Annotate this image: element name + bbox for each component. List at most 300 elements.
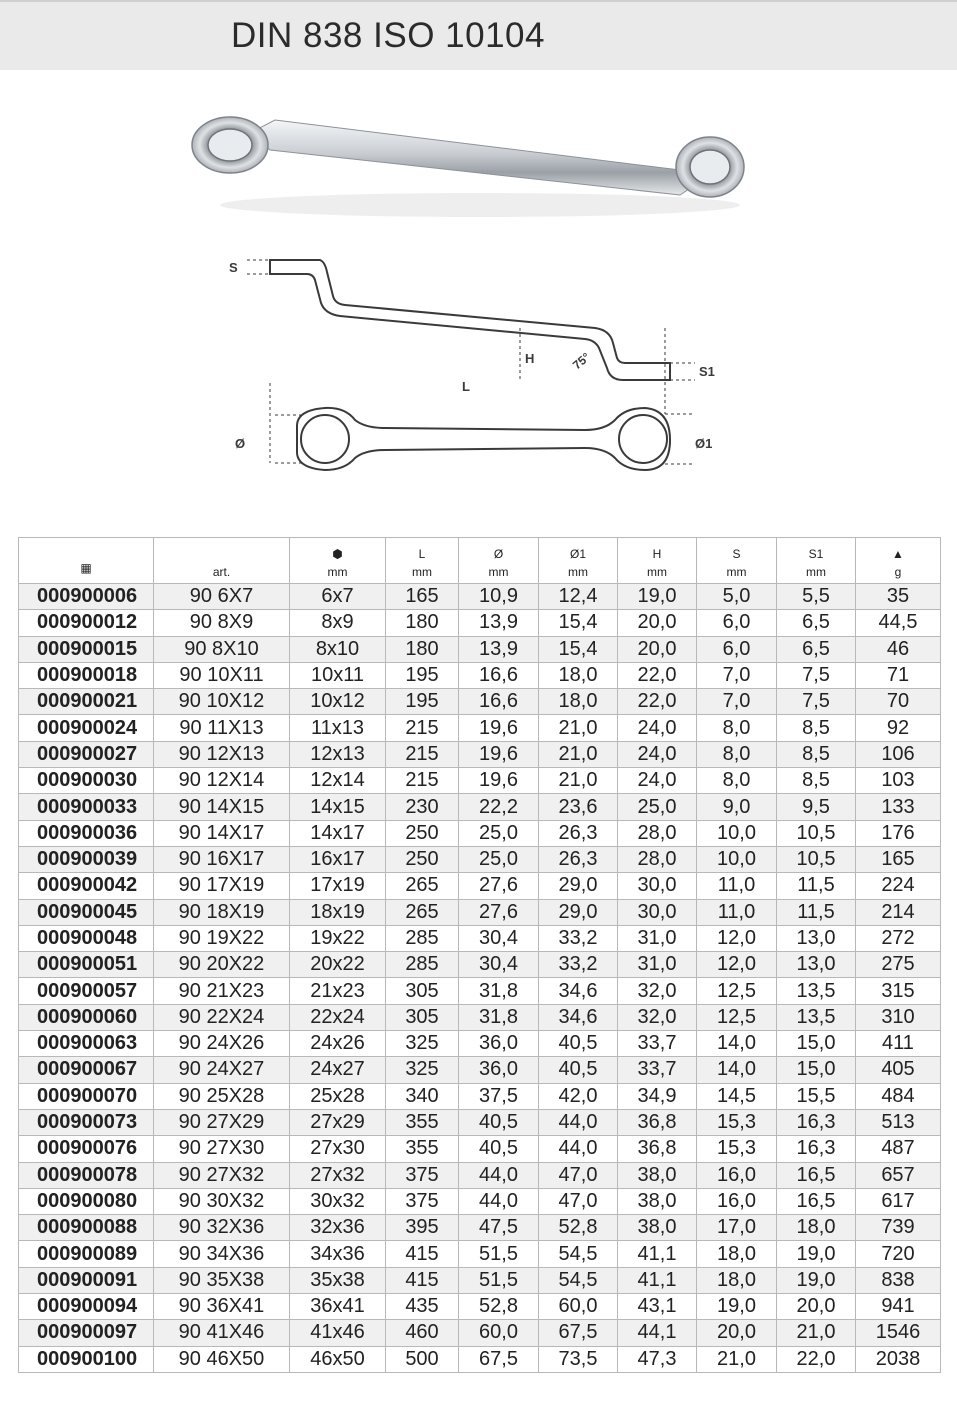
- article-code: 000900078: [19, 1162, 154, 1188]
- table-cell: 90 22X24: [154, 1004, 290, 1030]
- article-code: 000900039: [19, 846, 154, 872]
- table-cell: 165: [386, 584, 459, 610]
- table-cell: 37,5: [459, 1083, 539, 1109]
- table-cell: 90 8X9: [154, 610, 290, 636]
- table-cell: 10x11: [290, 662, 386, 688]
- table-cell: 10,5: [777, 820, 856, 846]
- table-row: [19, 715, 941, 741]
- technical-drawing: [225, 248, 725, 478]
- article-code: 000900100: [19, 1346, 154, 1372]
- table-cell: 657: [856, 1162, 941, 1188]
- table-cell: 27x32: [290, 1162, 386, 1188]
- table-cell: 12,4: [539, 584, 618, 610]
- table-cell: 8,0: [697, 741, 777, 767]
- table-cell: 15,0: [777, 1031, 856, 1057]
- table-cell: 224: [856, 873, 941, 899]
- table-cell: 44,0: [539, 1136, 618, 1162]
- table-cell: 21,0: [697, 1346, 777, 1372]
- table-row: [19, 952, 941, 978]
- table-row: [19, 1320, 941, 1346]
- column-label: S1: [808, 547, 824, 561]
- article-code: 000900060: [19, 1004, 154, 1030]
- table-cell: 44,5: [856, 610, 941, 636]
- table-cell: 176: [856, 820, 941, 846]
- barcode-icon: ▦: [80, 561, 92, 575]
- table-row: [19, 610, 941, 636]
- table-cell: 13,9: [459, 636, 539, 662]
- table-cell: 31,0: [618, 952, 697, 978]
- table-row: [19, 768, 941, 794]
- table-cell: 29,0: [539, 899, 618, 925]
- table-cell: 25,0: [459, 846, 539, 872]
- table-cell: 51,5: [459, 1267, 539, 1293]
- table-cell: 12,0: [697, 952, 777, 978]
- article-code: 000900048: [19, 925, 154, 951]
- article-code: 000900089: [19, 1241, 154, 1267]
- table-cell: 16x17: [290, 846, 386, 872]
- table-cell: 14,5: [697, 1083, 777, 1109]
- table-cell: 180: [386, 636, 459, 662]
- table-cell: 20x22: [290, 952, 386, 978]
- table-cell: 44,0: [539, 1109, 618, 1135]
- table-cell: 30,4: [459, 925, 539, 951]
- table-cell: 35x38: [290, 1267, 386, 1293]
- table-cell: 215: [386, 741, 459, 767]
- table-cell: 90 36X41: [154, 1294, 290, 1320]
- table-cell: 71: [856, 662, 941, 688]
- table-cell: 40,5: [539, 1057, 618, 1083]
- table-cell: 20,0: [618, 610, 697, 636]
- table-cell: 12x14: [290, 768, 386, 794]
- table-cell: 13,0: [777, 925, 856, 951]
- table-cell: 12x13: [290, 741, 386, 767]
- table-cell: 21,0: [539, 715, 618, 741]
- table-cell: 230: [386, 794, 459, 820]
- table-cell: 21,0: [539, 741, 618, 767]
- table-cell: 46x50: [290, 1346, 386, 1372]
- article-code: 000900027: [19, 741, 154, 767]
- table-cell: 6,5: [777, 610, 856, 636]
- table-cell: 90 10X12: [154, 689, 290, 715]
- table-cell: 90 6X7: [154, 584, 290, 610]
- table-cell: 30,4: [459, 952, 539, 978]
- table-cell: 19,0: [777, 1267, 856, 1293]
- table-cell: 90 14X15: [154, 794, 290, 820]
- column-unit: mm: [327, 565, 348, 579]
- table-cell: 34x36: [290, 1241, 386, 1267]
- table-row: [19, 662, 941, 688]
- table-cell: 90 18X19: [154, 899, 290, 925]
- table-cell: 24,0: [618, 715, 697, 741]
- table-cell: 20,0: [618, 636, 697, 662]
- table-cell: 9,0: [697, 794, 777, 820]
- table-cell: 90 34X36: [154, 1241, 290, 1267]
- table-cell: 9,5: [777, 794, 856, 820]
- article-code: 000900018: [19, 662, 154, 688]
- table-cell: 17,0: [697, 1215, 777, 1241]
- article-code: 000900042: [19, 873, 154, 899]
- table-cell: 19,6: [459, 715, 539, 741]
- table-cell: 340: [386, 1083, 459, 1109]
- table-cell: 18x19: [290, 899, 386, 925]
- table-cell: 16,3: [777, 1109, 856, 1135]
- table-cell: 19x22: [290, 925, 386, 951]
- table-cell: 47,5: [459, 1215, 539, 1241]
- table-cell: 43,1: [618, 1294, 697, 1320]
- table-cell: 12,5: [697, 978, 777, 1004]
- table-cell: 8,0: [697, 715, 777, 741]
- table-cell: 20,0: [777, 1294, 856, 1320]
- table-cell: 15,3: [697, 1136, 777, 1162]
- table-cell: 25x28: [290, 1083, 386, 1109]
- table-cell: 415: [386, 1267, 459, 1293]
- article-code: 000900080: [19, 1188, 154, 1214]
- table-cell: 6,0: [697, 636, 777, 662]
- table-cell: 44,1: [618, 1320, 697, 1346]
- table-cell: 90 17X19: [154, 873, 290, 899]
- article-code: 000900051: [19, 952, 154, 978]
- table-cell: 272: [856, 925, 941, 951]
- article-code: 000900012: [19, 610, 154, 636]
- table-cell: 20,0: [697, 1320, 777, 1346]
- table-cell: 30,0: [618, 899, 697, 925]
- table-cell: 195: [386, 662, 459, 688]
- label-diameter: Ø: [235, 436, 246, 451]
- label-angle: 75°: [569, 349, 593, 373]
- table-cell: 10,5: [777, 846, 856, 872]
- table-cell: 41,1: [618, 1267, 697, 1293]
- table-cell: 15,3: [697, 1109, 777, 1135]
- table-cell: 19,0: [618, 584, 697, 610]
- table-row: [19, 820, 941, 846]
- table-cell: 215: [386, 715, 459, 741]
- weight-icon: ▲: [892, 547, 904, 561]
- table-cell: 42,0: [539, 1083, 618, 1109]
- table-cell: 103: [856, 768, 941, 794]
- table-row: [19, 846, 941, 872]
- table-cell: 8x9: [290, 610, 386, 636]
- table-cell: 24x26: [290, 1031, 386, 1057]
- table-row: [19, 1136, 941, 1162]
- table-cell: 6x7: [290, 584, 386, 610]
- table-cell: 838: [856, 1267, 941, 1293]
- table-cell: 250: [386, 846, 459, 872]
- table-cell: 19,0: [697, 1294, 777, 1320]
- label-l: L: [462, 379, 470, 394]
- table-cell: 310: [856, 1004, 941, 1030]
- table-header-row: [19, 538, 941, 584]
- table-cell: 60,0: [459, 1320, 539, 1346]
- table-row: [19, 584, 941, 610]
- table-cell: 34,6: [539, 1004, 618, 1030]
- column-header: [386, 538, 459, 584]
- table-cell: 484: [856, 1083, 941, 1109]
- table-cell: 355: [386, 1109, 459, 1135]
- table-cell: 33,2: [539, 925, 618, 951]
- table-cell: 275: [856, 952, 941, 978]
- table-cell: 5,0: [697, 584, 777, 610]
- table-cell: 18,0: [539, 662, 618, 688]
- column-label: Ø1: [569, 547, 586, 561]
- column-unit: mm: [726, 565, 747, 579]
- column-unit: mm: [647, 565, 667, 579]
- table-cell: 513: [856, 1109, 941, 1135]
- table-cell: 10,0: [697, 846, 777, 872]
- table-cell: 487: [856, 1136, 941, 1162]
- table-cell: 11x13: [290, 715, 386, 741]
- column-header: [697, 538, 777, 584]
- article-code: 000900070: [19, 1083, 154, 1109]
- table-cell: 60,0: [539, 1294, 618, 1320]
- table-cell: 36,0: [459, 1057, 539, 1083]
- table-cell: 411: [856, 1031, 941, 1057]
- article-code: 000900063: [19, 1031, 154, 1057]
- table-cell: 90 12X14: [154, 768, 290, 794]
- table-cell: 720: [856, 1241, 941, 1267]
- table-cell: 31,8: [459, 1004, 539, 1030]
- table-row: [19, 899, 941, 925]
- table-cell: 32,0: [618, 1004, 697, 1030]
- table-cell: 34,6: [539, 978, 618, 1004]
- table-row: [19, 978, 941, 1004]
- table-cell: 17x19: [290, 873, 386, 899]
- column-header: [19, 538, 154, 584]
- table-cell: 7,5: [777, 662, 856, 688]
- table-cell: 23,6: [539, 794, 618, 820]
- table-cell: 16,0: [697, 1188, 777, 1214]
- table-cell: 27,6: [459, 899, 539, 925]
- table-row: [19, 1162, 941, 1188]
- table-cell: 90 46X50: [154, 1346, 290, 1372]
- table-cell: 195: [386, 689, 459, 715]
- table-cell: 31,8: [459, 978, 539, 1004]
- table-cell: 90 14X17: [154, 820, 290, 846]
- column-unit: [19, 579, 153, 583]
- table-cell: 739: [856, 1215, 941, 1241]
- table-cell: 90 27X32: [154, 1162, 290, 1188]
- table-cell: 15,4: [539, 636, 618, 662]
- table-cell: 90 24X27: [154, 1057, 290, 1083]
- table-cell: 8,5: [777, 741, 856, 767]
- table-cell: 315: [856, 978, 941, 1004]
- table-row: [19, 741, 941, 767]
- table-cell: 54,5: [539, 1241, 618, 1267]
- table-cell: 33,7: [618, 1031, 697, 1057]
- table-cell: 10,9: [459, 584, 539, 610]
- table-cell: 13,0: [777, 952, 856, 978]
- table-cell: 305: [386, 1004, 459, 1030]
- article-code: 000900036: [19, 820, 154, 846]
- table-row: [19, 689, 941, 715]
- article-code: 000900067: [19, 1057, 154, 1083]
- table-cell: 14,0: [697, 1031, 777, 1057]
- article-code: 000900021: [19, 689, 154, 715]
- table-row: [19, 1188, 941, 1214]
- table-cell: 265: [386, 899, 459, 925]
- table-cell: 21x23: [290, 978, 386, 1004]
- column-header: [154, 538, 290, 584]
- table-cell: 41x46: [290, 1320, 386, 1346]
- table-cell: 46: [856, 636, 941, 662]
- table-cell: 8x10: [290, 636, 386, 662]
- table-cell: 12,0: [697, 925, 777, 951]
- page-header: [0, 0, 957, 70]
- table-cell: 28,0: [618, 820, 697, 846]
- table-cell: 32,0: [618, 978, 697, 1004]
- table-cell: 22,0: [777, 1346, 856, 1372]
- table-cell: 47,3: [618, 1346, 697, 1372]
- table-cell: 90 8X10: [154, 636, 290, 662]
- article-code: 000900073: [19, 1109, 154, 1135]
- column-unit: g: [894, 565, 902, 579]
- table-cell: 52,8: [539, 1215, 618, 1241]
- table-cell: 941: [856, 1294, 941, 1320]
- table-cell: 18,0: [697, 1267, 777, 1293]
- table-cell: 106: [856, 741, 941, 767]
- table-cell: 22x24: [290, 1004, 386, 1030]
- table-cell: 14x17: [290, 820, 386, 846]
- label-diameter1: Ø1: [695, 436, 713, 451]
- table-cell: 19,0: [777, 1241, 856, 1267]
- table-cell: 90 19X22: [154, 925, 290, 951]
- column-label: Ø: [493, 547, 504, 561]
- table-cell: 375: [386, 1162, 459, 1188]
- table-cell: 8,5: [777, 715, 856, 741]
- label-h: H: [525, 351, 535, 366]
- table-cell: 38,0: [618, 1162, 697, 1188]
- table-cell: 73,5: [539, 1346, 618, 1372]
- table-cell: 265: [386, 873, 459, 899]
- table-cell: 90 11X13: [154, 715, 290, 741]
- column-header: [618, 538, 697, 584]
- article-code: 000900088: [19, 1215, 154, 1241]
- table-body: [19, 584, 941, 1373]
- table-cell: 27x30: [290, 1136, 386, 1162]
- table-cell: 13,5: [777, 1004, 856, 1030]
- table-cell: 51,5: [459, 1241, 539, 1267]
- table-cell: 27,6: [459, 873, 539, 899]
- table-row: [19, 925, 941, 951]
- table-cell: 40,5: [459, 1109, 539, 1135]
- table-cell: 52,8: [459, 1294, 539, 1320]
- page-title: DIN 838 ISO 10104: [231, 16, 545, 55]
- article-code: 000900024: [19, 715, 154, 741]
- table-cell: 325: [386, 1057, 459, 1083]
- table-cell: 15,0: [777, 1057, 856, 1083]
- column-header: [777, 538, 856, 584]
- table-cell: 375: [386, 1188, 459, 1214]
- table-cell: 26,3: [539, 820, 618, 846]
- table-cell: 2038: [856, 1346, 941, 1372]
- table-cell: 7,5: [777, 689, 856, 715]
- table-cell: 21,0: [777, 1320, 856, 1346]
- table-cell: 215: [386, 768, 459, 794]
- table-cell: 25,0: [459, 820, 539, 846]
- wrench-photo: [180, 95, 760, 225]
- table-cell: 6,5: [777, 636, 856, 662]
- article-code: 000900006: [19, 584, 154, 610]
- table-cell: 7,0: [697, 662, 777, 688]
- table-cell: 33,2: [539, 952, 618, 978]
- table-cell: 90 12X13: [154, 741, 290, 767]
- table-cell: 12,5: [697, 1004, 777, 1030]
- table-cell: 285: [386, 925, 459, 951]
- article-code: 000900094: [19, 1294, 154, 1320]
- table-cell: 90 41X46: [154, 1320, 290, 1346]
- table-row: [19, 1031, 941, 1057]
- table-cell: 28,0: [618, 846, 697, 872]
- column-unit: mm: [568, 565, 588, 579]
- table-cell: 617: [856, 1188, 941, 1214]
- table-cell: 6,0: [697, 610, 777, 636]
- table-cell: 90 10X11: [154, 662, 290, 688]
- table-row: [19, 1241, 941, 1267]
- table-row: [19, 1109, 941, 1135]
- table-cell: 24x27: [290, 1057, 386, 1083]
- table-cell: 30x32: [290, 1188, 386, 1214]
- table-cell: 90 25X28: [154, 1083, 290, 1109]
- table-row: [19, 1215, 941, 1241]
- table-cell: 36,0: [459, 1031, 539, 1057]
- table-cell: 90 32X36: [154, 1215, 290, 1241]
- table-cell: 8,5: [777, 768, 856, 794]
- table-cell: 5,5: [777, 584, 856, 610]
- table-cell: 460: [386, 1320, 459, 1346]
- table-cell: 90 20X22: [154, 952, 290, 978]
- table-cell: 44,0: [459, 1162, 539, 1188]
- table-cell: 26,3: [539, 846, 618, 872]
- table-cell: 67,5: [459, 1346, 539, 1372]
- table-row: [19, 1083, 941, 1109]
- table-cell: 355: [386, 1136, 459, 1162]
- table-cell: 325: [386, 1031, 459, 1057]
- column-unit: art.: [212, 565, 231, 579]
- table-row: [19, 873, 941, 899]
- table-cell: 47,0: [539, 1188, 618, 1214]
- article-code: 000900076: [19, 1136, 154, 1162]
- table-cell: 41,1: [618, 1241, 697, 1267]
- table-cell: 11,5: [777, 873, 856, 899]
- table-cell: 16,5: [777, 1188, 856, 1214]
- column-header: [459, 538, 539, 584]
- table-cell: 19,6: [459, 741, 539, 767]
- table-cell: 180: [386, 610, 459, 636]
- article-code: 000900030: [19, 768, 154, 794]
- table-cell: 90 27X30: [154, 1136, 290, 1162]
- column-label: L: [418, 547, 426, 561]
- article-code: 000900045: [19, 899, 154, 925]
- table-cell: 11,5: [777, 899, 856, 925]
- table-cell: 250: [386, 820, 459, 846]
- table-cell: 15,4: [539, 610, 618, 636]
- column-header: [856, 538, 941, 584]
- table-cell: 14,0: [697, 1057, 777, 1083]
- label-s: S: [229, 260, 238, 275]
- table-cell: 67,5: [539, 1320, 618, 1346]
- table-cell: 47,0: [539, 1162, 618, 1188]
- spec-table: [18, 537, 941, 1373]
- table-cell: 38,0: [618, 1215, 697, 1241]
- table-cell: 70: [856, 689, 941, 715]
- table-cell: 405: [856, 1057, 941, 1083]
- table-cell: 165: [856, 846, 941, 872]
- article-code: 000900033: [19, 794, 154, 820]
- table-cell: 27x29: [290, 1109, 386, 1135]
- table-cell: 54,5: [539, 1267, 618, 1293]
- column-header: [290, 538, 386, 584]
- table-cell: 415: [386, 1241, 459, 1267]
- table-cell: 90 27X29: [154, 1109, 290, 1135]
